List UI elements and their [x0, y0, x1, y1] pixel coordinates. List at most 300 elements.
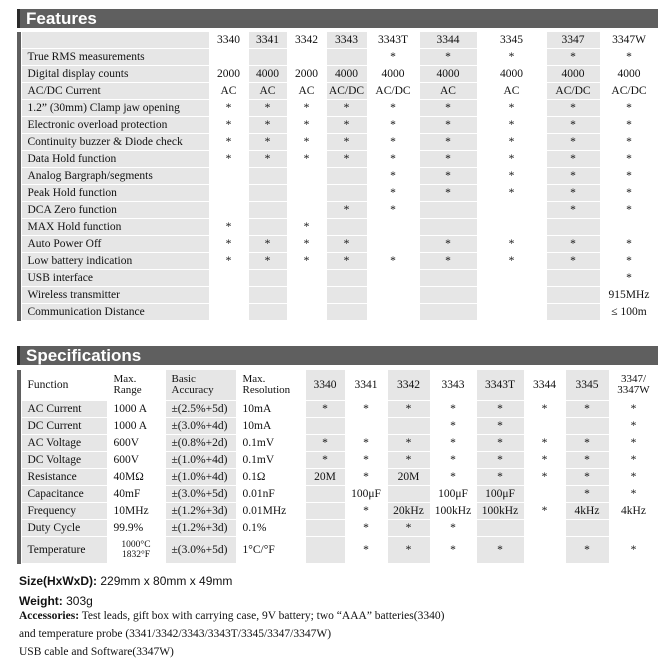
feature-cell	[326, 304, 367, 321]
spec-cell	[387, 418, 430, 435]
model-header: 3343	[326, 32, 367, 49]
feature-cell: *	[326, 100, 367, 117]
feature-cell: *	[546, 49, 600, 66]
feature-cell: *	[477, 100, 546, 117]
accessories-label: Accessories:	[19, 610, 80, 622]
spec-cell: *	[609, 452, 658, 469]
feature-cell: 4000	[326, 66, 367, 83]
spec-resolution: 0.1%	[236, 520, 305, 537]
spec-cell: *	[430, 435, 476, 452]
feature-cell	[419, 304, 477, 321]
size-value: 229mm x 80mm x 49mm	[97, 574, 233, 588]
feature-cell: *	[326, 236, 367, 253]
feature-row	[17, 270, 658, 287]
feature-cell: *	[477, 151, 546, 168]
feature-cell: *	[600, 134, 658, 151]
feature-cell: *	[546, 134, 600, 151]
feature-cell	[248, 270, 287, 287]
spec-cell: 20kHz	[387, 503, 430, 520]
accessories-text-1: Test leads, gift box with carrying case, 9V battery; two “AAA” batteries(3340)	[79, 610, 445, 622]
feature-cell: *	[477, 168, 546, 185]
feature-label: DCA Zero function	[21, 202, 209, 219]
feature-cell	[367, 219, 419, 236]
feature-row	[17, 66, 658, 83]
feature-cell: *	[367, 49, 419, 66]
spec-range-line-1: 1000°C	[121, 540, 151, 550]
feature-cell	[287, 270, 326, 287]
spec-accuracy: ±(1.0%+4d)	[165, 469, 236, 486]
spec-cell: *	[476, 452, 524, 469]
model-header: 3343T	[476, 370, 524, 401]
spec-cell: 20M	[305, 469, 345, 486]
spec-cell: *	[524, 469, 565, 486]
spec-function: Temperature	[21, 537, 107, 564]
spec-cell: *	[476, 435, 524, 452]
feature-cell: AC/DC	[367, 83, 419, 100]
model-header: 3344	[524, 370, 565, 401]
feature-cell: *	[600, 151, 658, 168]
feature-cell	[209, 270, 248, 287]
feature-cell	[419, 219, 477, 236]
spec-accuracy: ±(2.5%+5d)	[165, 401, 236, 418]
feature-cell	[600, 219, 658, 236]
feature-cell	[287, 168, 326, 185]
feature-cell: *	[600, 185, 658, 202]
feature-cell: ≤ 100m	[600, 304, 658, 321]
spec-function: Resistance	[21, 469, 107, 486]
feature-row	[17, 202, 658, 219]
feature-cell: AC	[419, 83, 477, 100]
feature-cell: *	[419, 117, 477, 134]
feature-cell: *	[546, 202, 600, 219]
feature-cell	[367, 287, 419, 304]
spec-cell: 4kHz	[609, 503, 658, 520]
feature-label: Electronic overload protection	[21, 117, 209, 134]
feature-cell	[477, 270, 546, 287]
spec-range: 1000 A	[107, 418, 165, 435]
spec-cell: *	[565, 401, 609, 418]
spec-function: Duty Cycle	[21, 520, 107, 537]
spec-range-line-2: 1832°F	[121, 550, 151, 560]
feature-cell: AC	[477, 83, 546, 100]
spec-cell: *	[387, 435, 430, 452]
spec-resolution: 0.1Ω	[236, 469, 305, 486]
feature-cell	[546, 270, 600, 287]
spec-cell: 4kHz	[565, 503, 609, 520]
spec-cell: *	[430, 520, 476, 537]
weight-line	[19, 594, 93, 608]
feature-cell	[248, 185, 287, 202]
feature-cell: AC/DC	[326, 83, 367, 100]
spec-range: 10MHz	[107, 503, 165, 520]
model-header-3347-line-2: 3347W	[617, 384, 650, 396]
specifications-heading: Specifications	[17, 346, 658, 365]
spec-function: AC Current	[21, 401, 107, 418]
feature-cell	[287, 304, 326, 321]
feature-cell: *	[209, 151, 248, 168]
feature-cell: *	[209, 134, 248, 151]
weight-value: 303g	[62, 594, 93, 608]
feature-cell: *	[287, 236, 326, 253]
feature-cell: AC	[209, 83, 248, 100]
spec-cell	[609, 520, 658, 537]
spec-row	[17, 401, 658, 418]
spec-cell: *	[565, 469, 609, 486]
spec-accuracy: ±(3.0%+5d)	[165, 486, 236, 503]
feature-cell: *	[477, 185, 546, 202]
spec-cell: *	[476, 469, 524, 486]
spec-row	[17, 469, 658, 486]
feature-cell: AC/DC	[600, 83, 658, 100]
feature-label: Digital display counts	[21, 66, 209, 83]
spec-resolution: 10mA	[236, 418, 305, 435]
feature-cell: *	[248, 134, 287, 151]
feature-cell: 4000	[600, 66, 658, 83]
feature-cell: *	[419, 185, 477, 202]
spec-cell: *	[609, 418, 658, 435]
feature-cell: 4000	[248, 66, 287, 83]
features-table	[17, 31, 659, 321]
model-header: 3343	[430, 370, 476, 401]
accuracy-header-line-2: Accuracy	[171, 384, 214, 396]
spec-row	[17, 418, 658, 435]
resolution-header-line-2: Resolution	[242, 384, 291, 396]
feature-cell	[477, 202, 546, 219]
model-header: 3342	[387, 370, 430, 401]
feature-cell: 2000	[209, 66, 248, 83]
spec-resolution: 0.01MHz	[236, 503, 305, 520]
spec-cell	[524, 418, 565, 435]
spec-cell: *	[524, 435, 565, 452]
feature-cell	[287, 287, 326, 304]
spec-range: 600V	[107, 435, 165, 452]
feature-cell: *	[209, 236, 248, 253]
feature-cell: *	[209, 100, 248, 117]
feature-cell: *	[419, 253, 477, 270]
feature-label: USB interface	[21, 270, 209, 287]
feature-cell	[287, 49, 326, 66]
spec-cell: *	[524, 503, 565, 520]
model-header: 3342	[287, 32, 326, 49]
spec-row	[17, 537, 658, 564]
feature-cell: *	[600, 49, 658, 66]
feature-row	[17, 185, 658, 202]
spec-function: DC Voltage	[21, 452, 107, 469]
spec-resolution: 0.1mV	[236, 452, 305, 469]
spec-resolution: 10mA	[236, 401, 305, 418]
feature-cell	[209, 168, 248, 185]
spec-accuracy: ±(1.0%+4d)	[165, 452, 236, 469]
spec-cell: *	[609, 401, 658, 418]
feature-label: MAX Hold function	[21, 219, 209, 236]
spec-cell	[524, 537, 565, 564]
model-header: 3347	[546, 32, 600, 49]
feature-cell	[419, 287, 477, 304]
feature-cell: 4000	[546, 66, 600, 83]
spec-cell: *	[345, 520, 387, 537]
feature-cell: *	[248, 253, 287, 270]
feature-label: Auto Power Off	[21, 236, 209, 253]
feature-cell: *	[367, 134, 419, 151]
feature-row	[17, 219, 658, 236]
spec-function: AC Voltage	[21, 435, 107, 452]
features-header-row	[17, 32, 658, 49]
spec-cell: 100μF	[345, 486, 387, 503]
feature-cell: *	[546, 236, 600, 253]
spec-cell: *	[609, 469, 658, 486]
feature-label: Analog Bargraph/segments	[21, 168, 209, 185]
feature-cell: *	[600, 270, 658, 287]
feature-cell: *	[326, 151, 367, 168]
spec-cell	[305, 486, 345, 503]
accessories-line-3: USB cable and Software(3347W)	[19, 646, 174, 658]
feature-cell: *	[600, 117, 658, 134]
feature-cell	[248, 202, 287, 219]
feature-cell: *	[600, 253, 658, 270]
feature-cell: *	[546, 168, 600, 185]
model-header: 3345	[565, 370, 609, 401]
feature-row	[17, 151, 658, 168]
feature-cell	[209, 49, 248, 66]
spec-cell	[305, 537, 345, 564]
feature-row	[17, 304, 658, 321]
feature-cell: *	[600, 100, 658, 117]
feature-cell	[287, 202, 326, 219]
feature-cell: *	[209, 117, 248, 134]
spec-cell: *	[565, 435, 609, 452]
feature-cell	[326, 185, 367, 202]
feature-row	[17, 168, 658, 185]
feature-cell	[367, 236, 419, 253]
feature-cell	[326, 219, 367, 236]
spec-cell: 20M	[387, 469, 430, 486]
feature-row	[17, 83, 658, 100]
feature-label: Peak Hold function	[21, 185, 209, 202]
spec-cell	[387, 486, 430, 503]
max-range-header-line-1: Max.	[113, 373, 137, 385]
model-header-3347-line-1: 3347/	[620, 373, 647, 385]
spec-cell: 100μF	[476, 486, 524, 503]
feature-cell: *	[419, 49, 477, 66]
model-header: 3341	[248, 32, 287, 49]
feature-cell: AC	[287, 83, 326, 100]
spec-resolution: 1°C/°F	[236, 537, 305, 564]
spec-function: DC Current	[21, 418, 107, 435]
feature-cell: *	[287, 134, 326, 151]
feature-cell	[419, 270, 477, 287]
spec-cell: 100kHz	[476, 503, 524, 520]
spec-cell: *	[345, 469, 387, 486]
feature-cell: *	[287, 253, 326, 270]
feature-label: True RMS measurements	[21, 49, 209, 66]
spec-cell	[565, 418, 609, 435]
feature-cell	[248, 168, 287, 185]
feature-row	[17, 117, 658, 134]
model-header: 3345	[477, 32, 546, 49]
features-header-blank	[21, 32, 209, 49]
accuracy-header-line-1: Basic	[171, 373, 196, 385]
feature-label: Continuity buzzer & Diode check	[21, 134, 209, 151]
feature-cell: *	[546, 185, 600, 202]
feature-cell: *	[367, 253, 419, 270]
spec-accuracy: ±(0.8%+2d)	[165, 435, 236, 452]
feature-cell: *	[477, 117, 546, 134]
feature-cell	[477, 304, 546, 321]
spec-cell: *	[305, 452, 345, 469]
feature-cell	[326, 49, 367, 66]
spec-accuracy: ±(1.2%+3d)	[165, 503, 236, 520]
feature-cell: *	[209, 253, 248, 270]
spec-cell: *	[430, 469, 476, 486]
spec-cell	[305, 520, 345, 537]
feature-cell: *	[367, 185, 419, 202]
spec-cell: 100kHz	[430, 503, 476, 520]
feature-cell: *	[477, 253, 546, 270]
feature-cell	[419, 202, 477, 219]
feature-row	[17, 100, 658, 117]
feature-label: Communication Distance	[21, 304, 209, 321]
feature-cell	[546, 287, 600, 304]
feature-cell	[546, 219, 600, 236]
resolution-header	[236, 370, 305, 401]
feature-cell: *	[367, 202, 419, 219]
feature-cell: *	[419, 168, 477, 185]
feature-cell	[248, 304, 287, 321]
spec-cell: *	[430, 401, 476, 418]
spec-function: Capacitance	[21, 486, 107, 503]
feature-cell: AC	[248, 83, 287, 100]
features-heading: Features	[17, 9, 658, 28]
spec-cell: *	[305, 435, 345, 452]
spec-cell	[476, 520, 524, 537]
model-header: 3340	[209, 32, 248, 49]
weight-label: Weight:	[19, 594, 63, 608]
spec-resolution: 0.01nF	[236, 486, 305, 503]
spec-cell: *	[305, 401, 345, 418]
feature-cell	[209, 185, 248, 202]
spec-cell: *	[430, 537, 476, 564]
spec-row	[17, 452, 658, 469]
feature-cell	[326, 270, 367, 287]
feature-cell: *	[419, 134, 477, 151]
feature-cell: *	[419, 236, 477, 253]
resolution-header-line-1: Max.	[242, 373, 266, 385]
spec-cell: *	[609, 537, 658, 564]
feature-cell: *	[367, 151, 419, 168]
spec-cell: *	[345, 452, 387, 469]
feature-row	[17, 253, 658, 270]
feature-cell: *	[419, 100, 477, 117]
feature-cell: *	[326, 117, 367, 134]
spec-range: 600V	[107, 452, 165, 469]
spec-cell	[524, 520, 565, 537]
spec-cell: *	[609, 486, 658, 503]
feature-label: AC/DC Current	[21, 83, 209, 100]
feature-cell: *	[248, 117, 287, 134]
spec-cell: *	[345, 503, 387, 520]
spec-accuracy: ±(3.0%+5d)	[165, 537, 236, 564]
feature-cell: *	[600, 168, 658, 185]
model-header: 3344	[419, 32, 477, 49]
feature-cell: AC/DC	[546, 83, 600, 100]
feature-cell: *	[546, 100, 600, 117]
feature-cell	[326, 168, 367, 185]
spec-cell: *	[387, 452, 430, 469]
feature-cell: *	[209, 219, 248, 236]
spec-cell: *	[345, 537, 387, 564]
spec-range: 40MΩ	[107, 469, 165, 486]
feature-cell: *	[477, 134, 546, 151]
feature-cell: *	[248, 151, 287, 168]
feature-cell: *	[367, 168, 419, 185]
feature-cell: *	[326, 134, 367, 151]
spec-accuracy: ±(3.0%+4d)	[165, 418, 236, 435]
feature-cell	[367, 304, 419, 321]
feature-cell: 4000	[367, 66, 419, 83]
spec-cell: *	[565, 452, 609, 469]
spec-cell	[305, 418, 345, 435]
feature-cell	[477, 219, 546, 236]
max-range-header	[107, 370, 165, 401]
model-header: 3341	[345, 370, 387, 401]
feature-cell: *	[600, 202, 658, 219]
feature-row	[17, 287, 658, 304]
spec-row	[17, 520, 658, 537]
model-header: 3343T	[367, 32, 419, 49]
feature-cell: 4000	[419, 66, 477, 83]
spec-range: 99.9%	[107, 520, 165, 537]
feature-row	[17, 134, 658, 151]
feature-cell: *	[287, 117, 326, 134]
feature-cell	[326, 287, 367, 304]
feature-cell: *	[326, 202, 367, 219]
spec-cell: *	[524, 401, 565, 418]
feature-cell: 4000	[477, 66, 546, 83]
feature-cell: *	[477, 236, 546, 253]
feature-cell	[546, 304, 600, 321]
spec-accuracy: ±(1.2%+3d)	[165, 520, 236, 537]
spec-cell: *	[345, 435, 387, 452]
accuracy-header	[165, 370, 236, 401]
spec-range: 40mF	[107, 486, 165, 503]
spec-cell: *	[609, 435, 658, 452]
spec-cell: *	[524, 452, 565, 469]
feature-cell	[209, 202, 248, 219]
feature-row	[17, 236, 658, 253]
feature-label: Data Hold function	[21, 151, 209, 168]
spec-row	[17, 435, 658, 452]
feature-cell: *	[248, 236, 287, 253]
feature-cell: *	[326, 253, 367, 270]
spec-cell	[565, 520, 609, 537]
feature-cell	[248, 287, 287, 304]
feature-cell: *	[248, 100, 287, 117]
feature-cell	[248, 49, 287, 66]
spec-row	[17, 503, 658, 520]
feature-cell: *	[287, 151, 326, 168]
accessories-line-2: and temperature probe (3341/3342/3343/3343T/3345/3347/3347W)	[19, 628, 332, 640]
spec-range: 1000 A	[107, 401, 165, 418]
size-label: Size(HxWxD):	[19, 574, 98, 588]
spec-cell: 100μF	[430, 486, 476, 503]
spec-resolution: 0.1mV	[236, 435, 305, 452]
feature-cell: *	[287, 219, 326, 236]
feature-cell: *	[367, 100, 419, 117]
feature-row	[17, 49, 658, 66]
model-header: 3340	[305, 370, 345, 401]
spec-cell	[305, 503, 345, 520]
feature-cell: *	[287, 100, 326, 117]
